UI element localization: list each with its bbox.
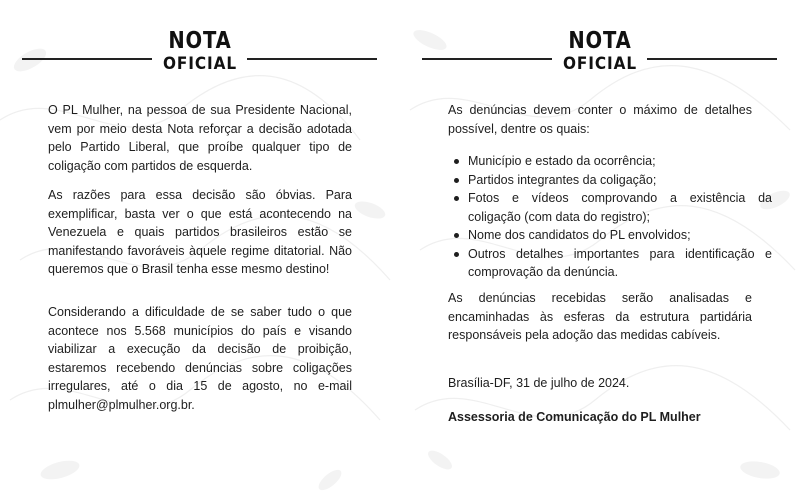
right-header (400, 28, 800, 78)
right-page (400, 0, 800, 500)
list-item (468, 245, 772, 282)
left-header (0, 28, 400, 78)
signature: Assessoria de Comunicação do PL Mulher (448, 410, 701, 424)
list-item-text: Município e estado da ocorrência; (468, 154, 656, 168)
left-paragraph-1: O PL Mulher, na pessoa de sua Presidente Nacional, vem por meio desta Nota reforçar a decisão adotada pelo Partido Liberal, que proíbe qualquer tipo de coligação com partidos de esquerda. (48, 103, 352, 173)
list-item-text: Fotos e vídeos comprovando a existência da coligação (com data do registro); (468, 191, 772, 224)
right-heading-nota: NOTA (568, 28, 632, 54)
right-closing: As denúncias recebidas serão analisadas e encaminhadas às esferas da estrutura partidária responsáveis pela adoção das medidas cabíveis. (448, 291, 752, 342)
right-header-rule-right (647, 58, 777, 60)
bullet-icon (454, 159, 459, 164)
left-paragraph-3: Considerando a dificuldade de se saber tudo o que acontece nos 5.568 municípios do país e visando viabilizar a execução da decisão de proibição, estaremos recebendo denúncias sobre coligações irregulares, até o dia 15 de agosto, no e-mail plmulher@plmulher.org.br. (48, 305, 352, 412)
list-item-text: Nome dos candidatos do PL envolvidos; (468, 228, 691, 242)
left-heading-nota: NOTA (168, 28, 232, 54)
right-heading-oficial: OFICIAL (563, 54, 637, 74)
left-paragraph-2: As razões para essa decisão são óbvias. Para exemplificar, basta ver o que está acontecendo na Venezuela e quais partidos brasileiros estão se manifestando favoráveis àquele regime ditatorial. Não queremos que o Brasil tenha esse mesmo destino! (48, 188, 352, 276)
list-item (468, 189, 772, 226)
right-header-rule-left (422, 58, 552, 60)
left-header-rule-right (247, 58, 377, 60)
left-heading-oficial: OFICIAL (163, 54, 237, 74)
left-header-rule-left (22, 58, 152, 60)
bullet-icon (454, 252, 459, 257)
date-line: Brasília-DF, 31 de julho de 2024. (448, 376, 630, 390)
list-item (468, 152, 772, 171)
bullet-icon (454, 196, 459, 201)
details-list (448, 152, 772, 282)
list-item (468, 171, 772, 190)
list-item-text: Outros detalhes importantes para identificação e comprovação da denúncia. (468, 246, 772, 279)
bullet-icon (454, 178, 459, 183)
bullet-icon (454, 233, 459, 238)
right-intro: As denúncias devem conter o máximo de detalhes possível, dentre os quais: (448, 103, 752, 136)
list-item (468, 226, 772, 245)
list-item-text: Partidos integrantes da coligação; (468, 172, 657, 187)
